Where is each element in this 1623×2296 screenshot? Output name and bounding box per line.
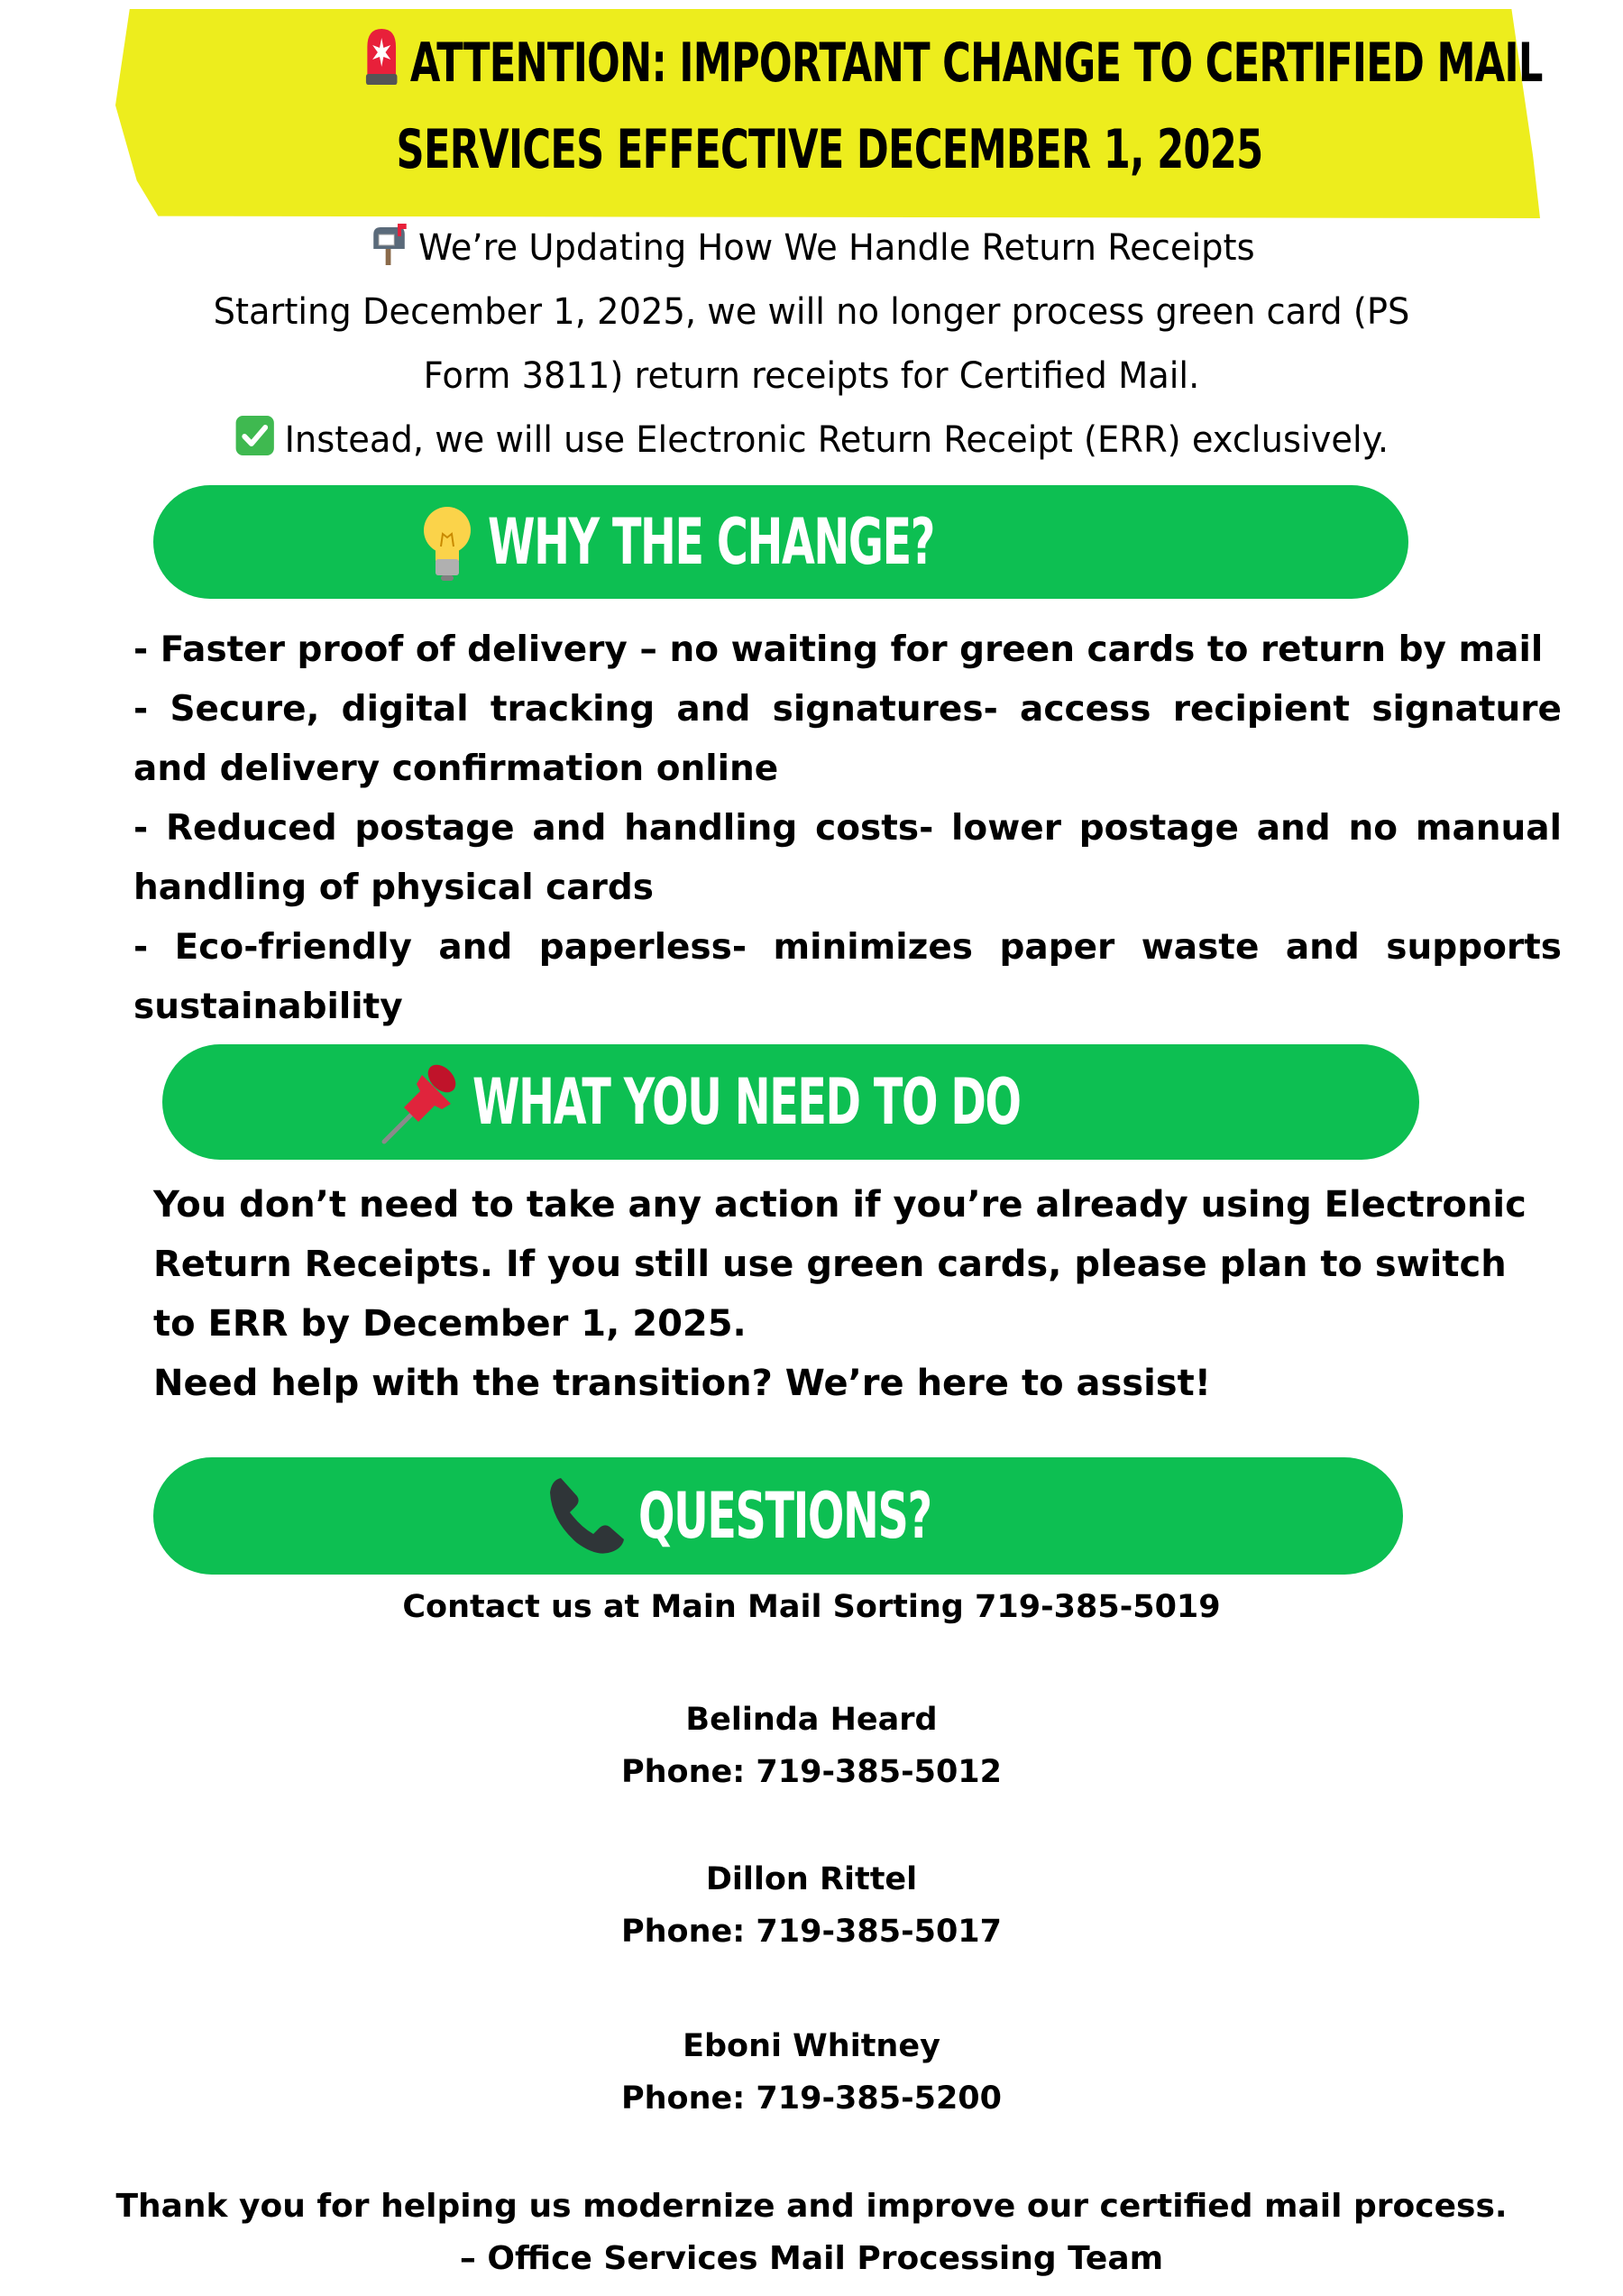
contact-name: Belinda Heard	[685, 1702, 938, 1738]
list-item: - Secure, digital tracking and signatures- access recipient signature and delivery confirmation online	[133, 689, 1562, 789]
intro-text	[119, 216, 1504, 473]
contact-phone: Phone: 719-385-5017	[620, 1914, 1003, 1950]
check-mark-icon	[234, 414, 276, 457]
contact-phone: Phone: 719-385-5200	[620, 2080, 1003, 2117]
why-section-header	[153, 485, 1408, 599]
pushpin-icon	[379, 1057, 469, 1147]
questions-section-header	[153, 1457, 1403, 1575]
why-list	[133, 620, 1562, 1037]
rotating-light-icon	[362, 23, 401, 88]
contact-name: Dillon Rittel	[705, 1861, 918, 1897]
contact-person	[0, 2020, 1623, 2125]
mailbox-icon	[368, 222, 409, 265]
contact-phone: Phone: 719-385-5012	[620, 1754, 1003, 1790]
list-item: - Reduced postage and handling costs- lower postage and no manual handling of physical cards	[133, 808, 1562, 908]
contact-name: Eboni Whitney	[683, 2028, 940, 2064]
page-title	[362, 20, 1543, 193]
telephone-icon	[541, 1471, 631, 1561]
contact-person	[0, 1694, 1623, 1798]
todo-title: WHAT YOU NEED TO DO	[472, 1065, 1021, 1139]
title-line-1: ATTENTION: IMPORTANT CHANGE TO CERTIFIED MAIL	[362, 20, 1297, 106]
why-title: WHY THE CHANGE?	[488, 505, 935, 579]
footer	[0, 2181, 1623, 2285]
thanks-text: Thank you for helping us modernize and improve our certified mail process.	[115, 2188, 1508, 2225]
signature-text: – Office Services Mail Processing Team	[459, 2240, 1164, 2277]
list-item: - Eco-friendly and paperless- minimizes paper waste and supports sustainability	[133, 927, 1562, 1027]
contact-person	[0, 1853, 1623, 1958]
questions-title: QUESTIONS?	[638, 1479, 931, 1553]
title-line-2: SERVICES EFFECTIVE DECEMBER 1, 2025	[396, 118, 1263, 181]
todo-text: You don’t need to take any action if you’re already using Electronic Return Receipts. If you still use green cards, please plan to switch to ERR by December 1, 2025. Need help with the transition? We’re here to assist!	[153, 1184, 1527, 1404]
todo-section-header	[162, 1044, 1419, 1160]
list-item: - Faster proof of delivery – no waiting for green cards to return by mail	[133, 629, 1544, 670]
intro-line-1: We’re Updating How We Handle Return Receipts	[119, 216, 1504, 280]
intro-line-3: Form 3811) return receipts for Certified Mail.	[423, 355, 1200, 397]
intro-line-4: Instead, we will use Electronic Return Receipt (ERR) exclusively.	[119, 409, 1504, 473]
light-bulb-icon	[417, 501, 477, 583]
contact-main: Contact us at Main Mail Sorting 719-385-5019	[402, 1589, 1221, 1625]
intro-line-2: Starting December 1, 2025, we will no longer process green card (PS	[213, 291, 1410, 333]
